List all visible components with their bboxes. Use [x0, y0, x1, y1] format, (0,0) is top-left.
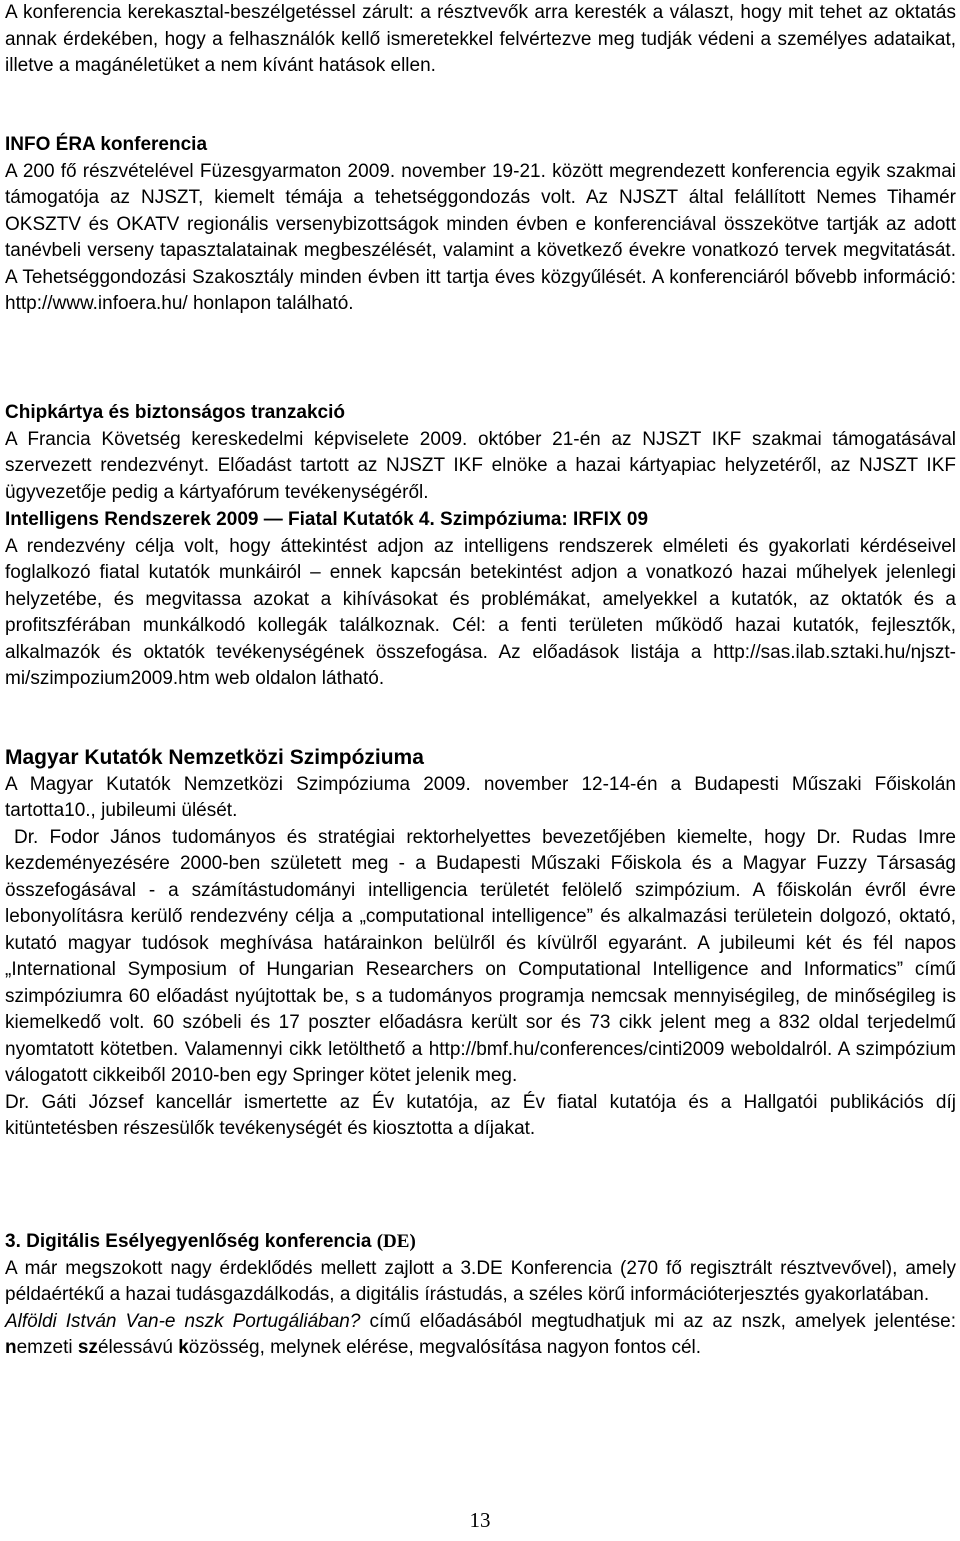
page-number: 13 [469, 1508, 491, 1532]
mkns-paragraph-1: A Magyar Kutatók Nemzetközi Szimpóziuma 2009. november 12-14-én a Budapesti Műszaki Főiskolán tartotta10., jubileumi ülését. [5, 773, 956, 821]
mkns-section [5, 745, 956, 1143]
chip-heading: Chipkártya és biztonságos tranzakció [5, 402, 345, 423]
infoera-section [5, 132, 956, 318]
mkns-paragraph-3: Dr. Gáti József kancellár ismertette az Év kutatója, az Év fiatal kutatója és a Hallgatói publikációs díj kitüntetésben részesülők tevékenységét és kiosztotta a díjakat. [5, 1091, 956, 1139]
infoera-paragraph: A 200 fő részvételével Füzesgyarmaton 2009. november 19-21. között megrendezett konferencia egyik szakmai támogatója az NJSZT, kiemelt témája a tehetséggondozás volt. Az NJSZT által felállított Nemes Tihamér OKSZTV és OKATV regionális versenybizottságok minden évben e konferenciával összekötve tartják az adott tanévbeli verseny tapasztalatainak megbeszélését, valamint a következő évekre vonatkozó tervek megvitatását. A Tehetséggondozási Szakosztály minden évben itt tartja éves közgyűlését. A konferenciáról bővebb információ: http://www.infoera.hu/ honlapon található. [5, 160, 956, 314]
irfix-section [5, 507, 956, 693]
chip-paragraph: A Francia Követség kereskedelmi képviselete 2009. október 21-én az NJSZT IKF szakmai támogatásával szervezett rendezvényt. Előadást tartott az NJSZT IKF elnöke a hazai kártyapiac helyzetéről, az NJSZT IKF ügyvezetője pedig a kártyafórum tevékenységéről. [5, 428, 956, 503]
de-paragraph: A már megszokott nagy érdeklődés mellett zajlott a 3.DE Konferencia (270 fő regisztrált résztvevővel), amely példaértékű a hazai tudásgazdálkodás, a digitális írástudás, a széles körű információterjesztés gyakorlatában. [5, 1257, 956, 1305]
infoera-heading: INFO ÉRA konferencia [5, 134, 208, 155]
chip-section [5, 400, 956, 506]
intro-paragraph: A konferencia kerekasztal-beszélgetéssel zárult: a résztvevők arra keresték a választ, hogy mit tehet az oktatás annak érdekében, hogy a felhasználók kellő ismeretekkel felvértezve meg tudják védeni a személyes adataikat, illetve a magánéletüket a nem kívánt hatások ellen. [5, 2, 956, 76]
de-heading-main: 3. Digitális Esélyegyenlőség konferencia [5, 1231, 372, 1252]
de-section [5, 1229, 956, 1362]
mkns-heading: Magyar Kutatók Nemzetközi Szimpóziuma [5, 746, 424, 769]
irfix-heading: Intelligens Rendszerek 2009 — Fiatal Kutatók 4. Szimpóziuma: IRFIX 09 [5, 509, 649, 530]
irfix-paragraph: A rendezvény célja volt, hogy áttekintést adjon az intelligens rendszerek elméleti és gyakorlati kérdéseivel foglalkozó fiatal kutatók munkáiról – ennek kapcsán betekintést adjon a vonatkozó hazai műhelyek jelenlegi helyzetébe, és megvitassa azokat a kihívásokat és problémákat, amelyekkel a kutatók, az oktatók és a profitszférában munkálkodó kollegák találkoznak. Cél: a fenti területen működő hazai kutatók, fejlesztők, alkalmazók és oktatók tevékenységének összefogása. Az előadások listája a http://sas.ilab.sztaki.hu/njszt-mi/szimpozium2009.htm web oldalon látható. [5, 535, 956, 689]
de-heading [5, 1229, 956, 1256]
de-paragraph-2: Alföldi István Van-e nszk Portugáliában? című előadásából megtudhatjuk mi az az nszk, amelyek jelentése: nemzeti szélessávú közösség, melynek elérése, megvalósítása nagyon fontos cél. [5, 1310, 956, 1358]
de-heading-tag: (DE) [376, 1231, 416, 1252]
intro-section [5, 0, 956, 80]
de-talk-title: Alföldi István Van-e nszk Portugáliában? [5, 1310, 361, 1332]
mkns-paragraph-2: Dr. Fodor János tudományos és stratégiai rektorhelyettes bevezetőjében kiemelte, hogy Dr. Rudas Imre kezdeményezésére 2000-ben született meg - a Budapesti Műszaki Főiskola és a Magyar Fuzzy Társaság összefogásával - a számítástudományi intelligencia területét felölelő szimpózium. A főiskolán évről évre lebonyolításra kerülő rendezvény célja a „computational intelligence” és alkalmazási területein dolgozó, oktató, kutató magyar tudósok meghívása határainkon belülről és kívülről egyaránt. A jubileumi két és fél napos „International Symposium of Hungarian Researchers on Computational Intelligence and Informatics” című szimpóziumra 60 előadást nyújtottak be, s a tudományos programja nemcsak mennyiségileg, de minőségileg is kiemelkedő volt. 60 szóbeli és 17 poszter előadásra került sor és 73 cikk jelent meg a 832 oldal terjedelmű nyomtatott kötetben. Valamennyi cikk letölthető a http://bmf.hu/conferences/cinti2009 weboldalról. A szimpózium válogatott cikkeiből 2010-ben egy Springer kötet jelenik meg. [5, 826, 956, 1086]
